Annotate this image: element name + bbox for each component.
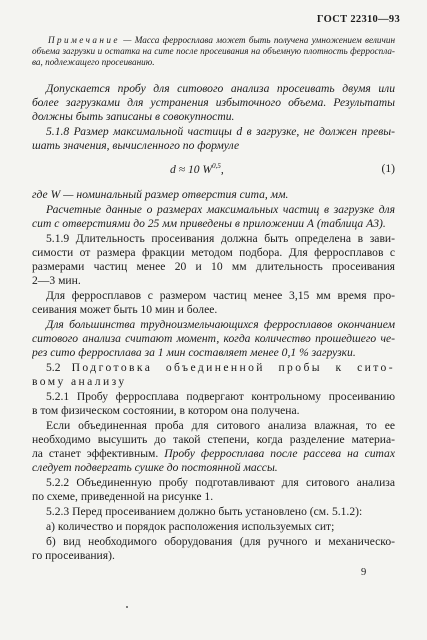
- para-allowed-line-1: Допускается пробу для ситового анализа просеивать двумя или: [46, 82, 395, 95]
- para-522-line-2: по схеме, приведенной на рисунке 1.: [32, 490, 214, 503]
- para-calc-line-1: Расчетные данные о размерах максимальных частиц в загрузке для: [46, 203, 395, 216]
- para-518-line-2: шать значения, вычисленного по формуле: [32, 139, 240, 152]
- para-hard-line-2: ситового анализа считают момент, когда количество прошедшего че-: [32, 332, 395, 345]
- para-allowed-line-2: более загрузками для устранения избыточного объема. Результаты: [32, 96, 395, 109]
- para-hard-line-1: Для большинства трудноизмельчающихся ферросплавов окончанием: [46, 318, 395, 331]
- para-less315-line-2: сеивания может быть 10 мин и более.: [32, 303, 218, 316]
- note-line-2: объема загрузки и остатка на сите после просеивания на объемную плотность ферроспла-: [32, 46, 395, 56]
- para-wet-line-4: следует подвергать сушке до постоянной массы.: [32, 461, 278, 474]
- list-item-b-line-1: б) вид необходимого оборудования (для ручного и механическо-: [46, 535, 395, 548]
- para-hard-line-3: рез сито ферросплава за 1 мин составляет менее 0,1 % загрузки.: [32, 346, 356, 359]
- para-519-line-1: 5.1.9 Длительность просеивания должна быть определена в зави-: [46, 232, 395, 245]
- para-519-line-3: размерами частиц менее 20 и 10 мм длительность просеивания: [32, 260, 395, 273]
- para-less315-line-1: Для ферросплавов с размером частиц менее 3,15 мм время про-: [46, 289, 395, 302]
- formula-exponent: 0,5: [212, 162, 221, 170]
- para-522-line-1: 5.2.2 Объединенную пробу подготавливают для ситового анализа: [46, 476, 395, 489]
- para-519-line-4: 2—3 мин.: [32, 274, 81, 287]
- print-speck: [126, 606, 128, 608]
- section-52-number: 5.2: [46, 361, 61, 374]
- para-518-line-1: 5.1.8 Размер максимальной частицы d в загрузке, не должен превы-: [46, 125, 395, 138]
- note-label: Примечание: [48, 35, 120, 45]
- note-line-3: ва, подлежащего просеиванию.: [32, 57, 155, 67]
- para-wet-line-2: необходимо высушить до такой степени, когда разделение материа-: [32, 433, 395, 446]
- section-52-title: Подготовка объединенной пробы к сито-: [71, 361, 395, 374]
- page-number: 9: [361, 567, 367, 578]
- para-where: где W — номинальный размер отверстия сита, мм.: [32, 188, 289, 201]
- section-52-heading-line-2: вому анализу: [32, 375, 127, 388]
- para-allowed-line-3: должны быть записаны в совокупности.: [32, 110, 235, 123]
- para-calc-line-2: сит с отверстиями до 25 мм приведены в приложении А (таблица А3).: [32, 217, 386, 230]
- formula-number: (1): [381, 162, 395, 175]
- document-header: ГОСТ 22310—93: [316, 14, 400, 25]
- para-wet-line-1: Если объединенная проба для ситового анализа влажная, то ее: [46, 419, 395, 432]
- para-519-line-2: симости от размера фракции методом подбора. Для ферросплавов с: [32, 246, 395, 259]
- list-item-a: а) количество и порядок расположения используемых сит;: [46, 520, 335, 533]
- para-wet-line-3: ла станет эффективным. Пробу ферросплава после рассева на ситах: [32, 447, 395, 460]
- note-line-1: Примечание — Масса ферросплава может быть получена умножением величин: [48, 35, 395, 45]
- list-item-b-line-2: го просеивания).: [32, 549, 115, 562]
- para-521-line-1: 5.2.1 Пробу ферросплава подвергают контрольному просеиванию: [46, 390, 395, 403]
- para-523: 5.2.3 Перед просеиванием должно быть установлено (см. 5.1.2):: [46, 505, 363, 518]
- para-521-line-2: в том физическом состоянии, в котором она получена.: [32, 404, 300, 417]
- section-52-heading-line-1: [32, 361, 395, 375]
- formula-1: d ≈ 10 W$^{0,5}$,: [170, 162, 224, 176]
